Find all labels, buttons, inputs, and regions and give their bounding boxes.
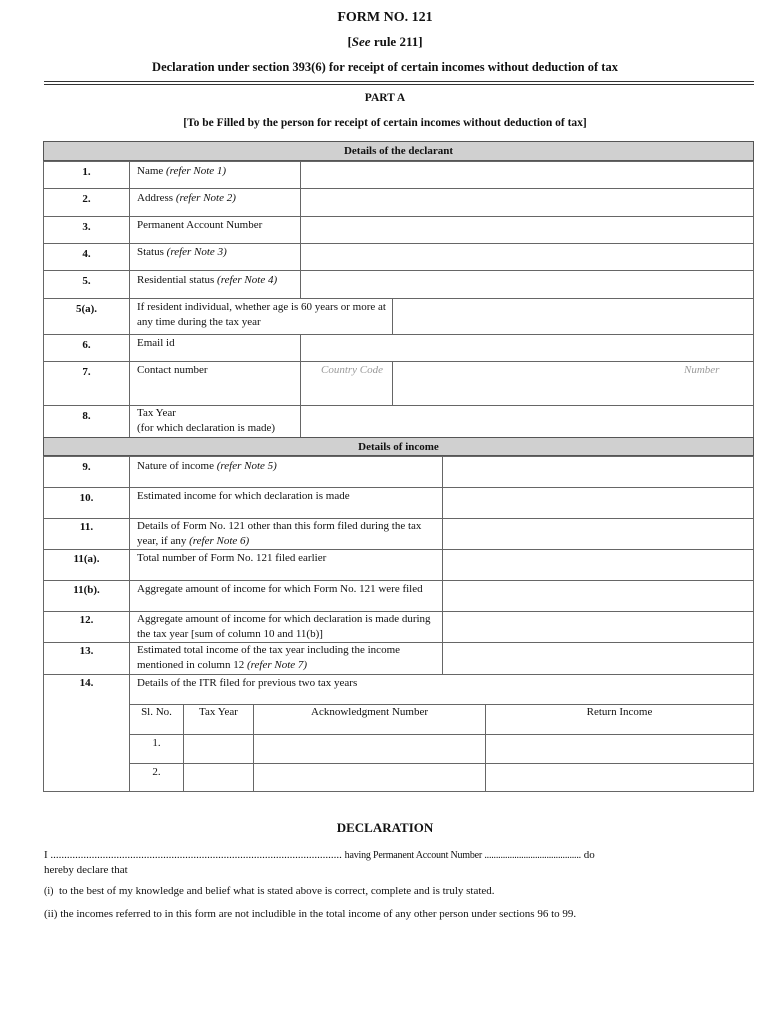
declarant-section-header: Details of the declarant — [43, 141, 754, 161]
table-row: 2. — [152, 766, 161, 778]
aggregate-declared-field[interactable] — [442, 611, 754, 643]
tax-year-label: Tax Year (for which declaration is made) — [137, 407, 276, 434]
email-label: Email id — [137, 337, 175, 349]
other-forms-label: Details of Form No. 121 other than this form filed during the tax year, if any (refer Note 6) — [137, 520, 422, 547]
nature-of-income-label: Nature of income (refer Note 5) — [137, 460, 277, 472]
itr-col-acknowledgment: Acknowledgment Number — [311, 706, 428, 718]
row-number: 8. — [82, 410, 91, 422]
form-heading: Declaration under section 393(6) for receipt of certain incomes without deduction of tax — [152, 60, 618, 74]
part-instruction: [To be Filled by the person for receipt of certain incomes without deduction of tax] — [183, 117, 587, 129]
income-section-header: Details of income — [43, 437, 754, 456]
aggregate-declared-label: Aggregate amount of income for which declaration is made during the tax year [sum of column 10 and 11(b)] — [137, 613, 431, 640]
row-number: 5. — [82, 275, 91, 287]
itr-1-taxyear-field[interactable] — [183, 734, 254, 764]
declaration-point-2: (ii) the incomes referred to in this form are not includible in the total income of any other person under sections 96 to 99. — [44, 908, 577, 920]
itr-1-income-field[interactable] — [485, 734, 754, 764]
pan-field[interactable] — [300, 216, 754, 244]
senior-citizen-label: If resident individual, whether age is 60 years or more at any time during the tax year — [137, 301, 386, 328]
itr-col-taxyear: Tax Year — [199, 706, 238, 718]
row-number: 11. — [79, 521, 94, 533]
row-number: 4. — [82, 248, 91, 260]
country-code-placeholder: Country Code — [321, 364, 384, 376]
aggregate-filed-label: Aggregate amount of income for which Form No. 121 were filed — [137, 583, 423, 595]
rule-reference: [See rule 211] — [347, 34, 423, 49]
row-number: 10. — [79, 492, 94, 504]
aggregate-filed-field[interactable] — [442, 580, 754, 612]
status-label: Status (refer Note 3) — [137, 246, 227, 258]
address-label: Address (refer Note 2) — [137, 192, 236, 204]
name-label: Name (refer Note 1) — [137, 165, 227, 177]
estimated-income-field[interactable] — [442, 487, 754, 519]
row-number: 2. — [82, 193, 91, 205]
residential-status-field[interactable] — [300, 270, 754, 299]
itr-col-return-income: Return Income — [586, 706, 653, 718]
declaration-line-2: hereby declare that — [44, 864, 128, 876]
address-field[interactable] — [300, 188, 754, 217]
row-number: 11(a). — [73, 553, 100, 565]
row-number: 6. — [82, 339, 91, 351]
total-income-label: Estimated total income of the tax year including the income mentioned in column 12 (refer Note 7) — [137, 644, 401, 671]
itr-2-taxyear-field[interactable] — [183, 763, 254, 792]
number-placeholder: Number — [684, 364, 720, 376]
row-number: 13. — [79, 645, 94, 657]
forms-count-label: Total number of Form No. 121 filed earlier — [137, 552, 327, 564]
estimated-income-label: Estimated income for which declaration is made — [137, 490, 350, 502]
row-number: 5(a). — [75, 303, 98, 315]
itr-1-ack-field[interactable] — [253, 734, 486, 764]
table-row: 1. — [152, 737, 161, 749]
divider-top — [44, 81, 754, 82]
email-field[interactable] — [300, 334, 754, 362]
itr-col-slno: Sl. No. — [141, 706, 172, 718]
declaration-title: DECLARATION — [336, 820, 434, 835]
forms-count-field[interactable] — [442, 549, 754, 581]
itr-2-income-field[interactable] — [485, 763, 754, 792]
row-number: 7. — [82, 366, 91, 378]
row-number: 11(b). — [73, 584, 100, 596]
row-number: 3. — [82, 221, 91, 233]
senior-citizen-field[interactable] — [392, 298, 754, 335]
total-income-field[interactable] — [442, 642, 754, 675]
other-forms-field[interactable] — [442, 518, 754, 550]
status-field[interactable] — [300, 243, 754, 271]
row-number: 14. — [79, 677, 94, 689]
part-label: PART A — [364, 92, 406, 104]
nature-of-income-field[interactable] — [442, 456, 754, 488]
row-number: 12. — [79, 614, 94, 626]
rule-see-word: See — [351, 34, 371, 49]
declaration-point-1: (i) to the best of my knowledge and belief what is stated above is correct, complete and is truly stated. — [44, 885, 495, 897]
itr-2-ack-field[interactable] — [253, 763, 486, 792]
itr-details-label: Details of the ITR filed for previous two tax years — [137, 677, 358, 689]
pan-label: Permanent Account Number — [137, 219, 263, 231]
row-number: 1. — [82, 166, 91, 178]
name-field[interactable] — [300, 161, 754, 189]
tax-year-field[interactable] — [300, 405, 754, 438]
declaration-line: I .......................................................................................................... having Permanent Account Number .......................................... do — [44, 849, 595, 861]
row-number: 9. — [82, 461, 91, 473]
contact-number-label: Contact number — [137, 364, 208, 376]
divider-bottom — [44, 84, 754, 85]
residential-status-label: Residential status (refer Note 4) — [137, 274, 278, 286]
form-number: FORM NO. 121 — [337, 10, 433, 25]
